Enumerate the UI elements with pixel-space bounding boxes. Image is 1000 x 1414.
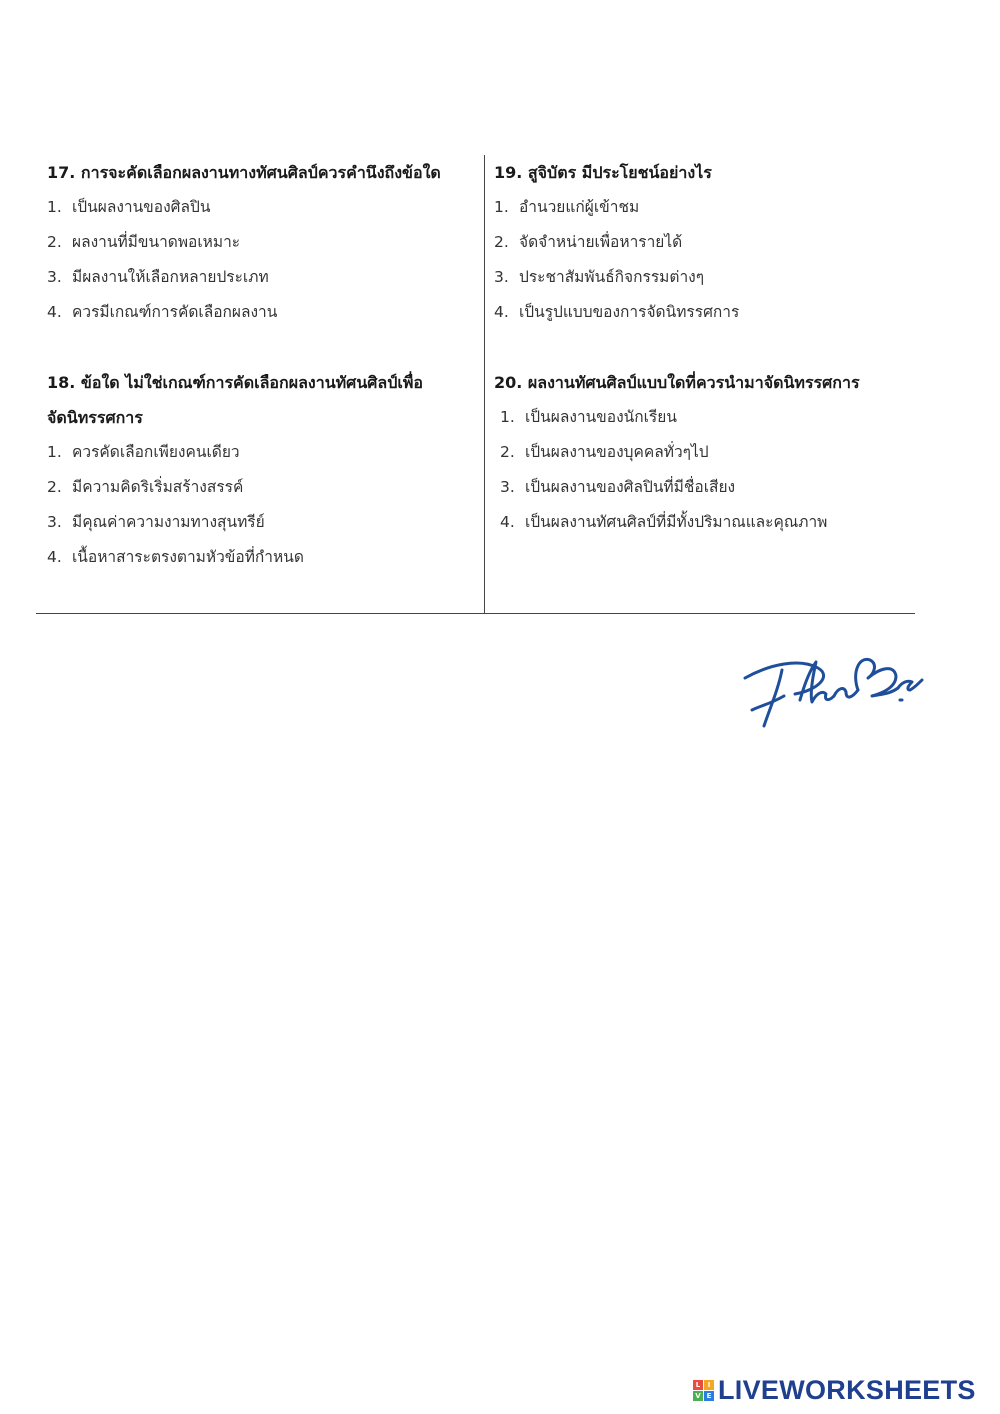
option-4: 4. เป็นผลงานทัศนศิลป์ที่มีทั้งปริมาณและคุณภาพ [500,513,828,531]
question-title-line-2: จัดนิทรรศการ [47,408,143,427]
option-3: 3. เป็นผลงานของศิลปินที่มีชื่อเสียง [500,478,736,496]
option-1: 1. ควรคัดเลือกเพียงคนเดียว [47,443,240,461]
question-18 [47,365,477,575]
option-2: 2. เป็นผลงานของบุคคลทั่วๆไป [500,443,709,461]
liveworksheets-logo [693,1375,976,1405]
option-2: 2. ผลงานที่มีขนาดพอเหมาะ [47,233,241,251]
question-title: 17. การจะคัดเลือกผลงานทางทัศนศิลป์ควรคำนึงถึงข้อใด [47,163,441,182]
option-2: 2. จัดจำหน่ายเพื่อหารายได้ [494,233,683,251]
question-title: 20. ผลงานทัศนศิลป์แบบใดที่ควรนำมาจัดนิทรรศการ [494,373,860,392]
option-3: 3. มีผลงานให้เลือกหลายประเภท [47,268,269,286]
option-3: 3. ประชาสัมพันธ์กิจกรรมต่างๆ [494,268,705,286]
option-1: 1. อำนวยแก่ผู้เข้าชม [494,198,640,216]
option-2: 2. มีความคิดริเริ่มสร้างสรรค์ [47,478,244,496]
liveworksheets-logo-icon: L I V E [693,1380,714,1401]
table-bottom-border [36,613,915,614]
question-title: 19. สูจิบัตร มีประโยชน์อย่างไร [494,163,712,182]
signature-ink [745,659,922,726]
question-17 [47,155,477,330]
logo-text: LIVEWORKSHEETS [718,1374,976,1405]
option-4: 4. เนื้อหาสาระตรงตามหัวข้อที่กำหนด [47,548,304,566]
left-column [47,155,477,575]
option-3: 3. มีคุณค่าความงามทางสุนทรีย์ [47,513,265,531]
signature [740,650,925,735]
question-title-line-1: 18. ข้อใด ไม่ใช่เกณฑ์การคัดเลือกผลงานทัศนศิลป์เพื่อ [47,373,424,392]
option-4: 4. เป็นรูปแบบของการจัดนิทรรศการ [494,303,740,321]
question-19 [494,155,914,330]
option-4: 4. ควรมีเกณฑ์การคัดเลือกผลงาน [47,303,278,321]
right-column [494,155,914,540]
option-1: 1. เป็นผลงานของนักเรียน [500,408,677,426]
column-divider [484,155,485,614]
option-1: 1. เป็นผลงานของศิลปิน [47,198,211,216]
question-20 [494,365,914,540]
